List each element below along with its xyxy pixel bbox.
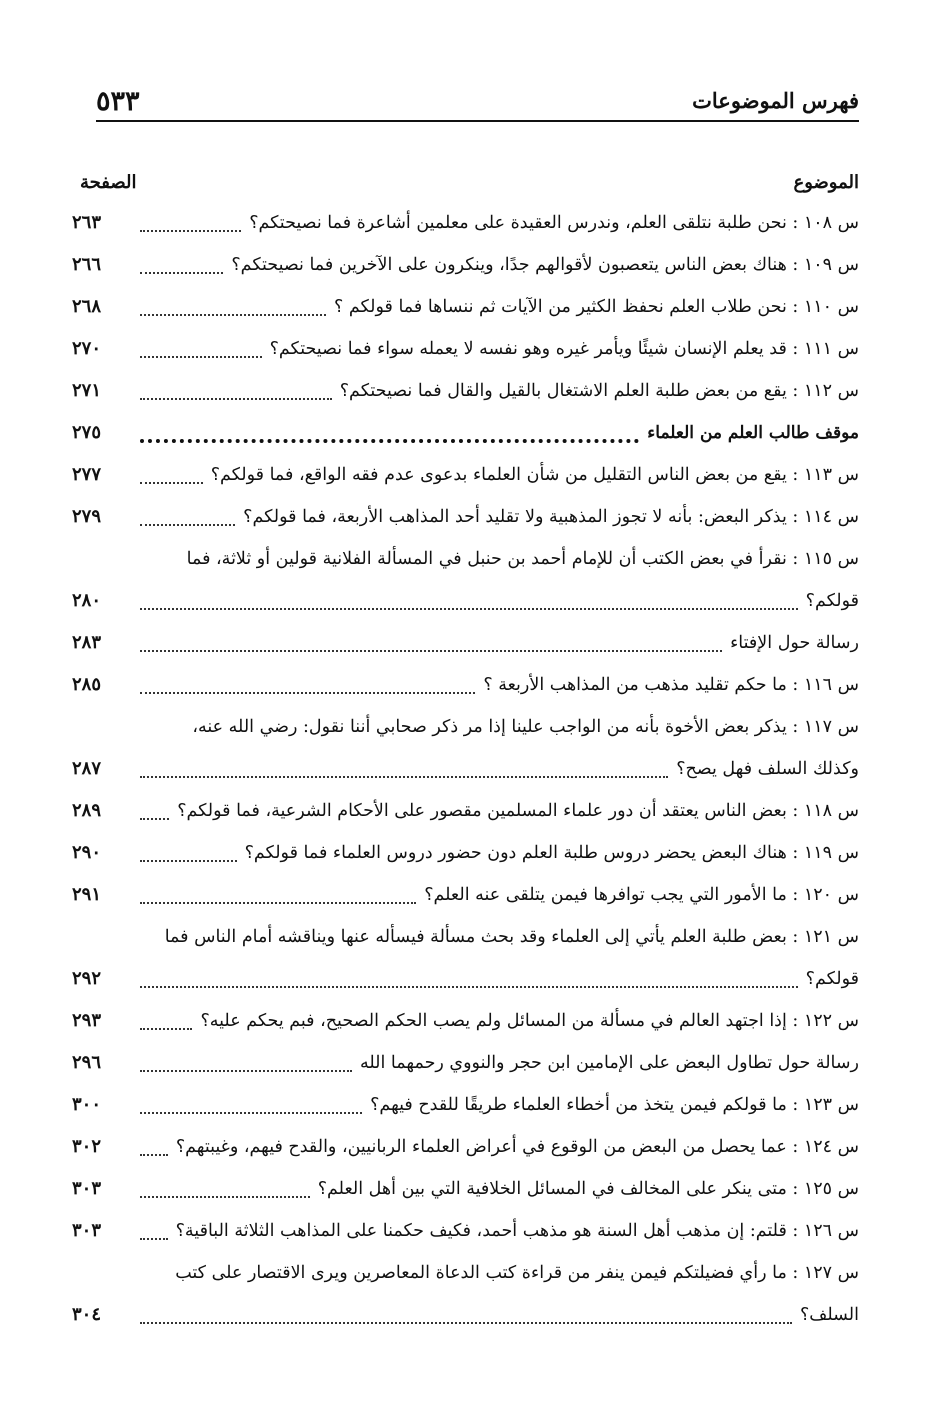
dot-leader (140, 482, 203, 484)
dot-leader (140, 860, 237, 862)
entry-page-number: ٢٨٩ (72, 800, 102, 821)
index-entry (72, 370, 859, 412)
dot-leader (140, 230, 241, 232)
dot-leader (140, 818, 169, 820)
dot-leader (140, 314, 326, 316)
entry-page-number: ٢٨٠ (72, 590, 102, 611)
dot-leader (140, 1238, 168, 1240)
entry-page-number: ٢٨٥ (72, 674, 102, 695)
dot-leader (140, 356, 262, 358)
index-entry (72, 916, 859, 958)
index-entry (72, 664, 859, 706)
entry-text: رسالة حول تطاول البعض على الإمامين ابن حجر والنووي رحمهما الله (360, 1053, 859, 1073)
entry-page-number: ٢٨٧ (72, 758, 102, 779)
dot-leader (140, 1112, 362, 1114)
entry-text: س ١٢٤ : عما يحصل من البعض من الوقوع في أعراض العلماء الربانيين، والقدح فيهم، وغيبتهم؟ (175, 1137, 859, 1157)
entry-page-number: ٣٠٤ (72, 1304, 102, 1325)
entry-text: س ١٢٧ : ما رأي فضيلتكم فيمن ينفر من قراءة كتب الدعاة المعاصرين ويرى الاقتصار على كتب (175, 1263, 859, 1283)
entry-page-number: ٢٦٦ (72, 254, 102, 275)
index-entry (72, 328, 859, 370)
entry-text: س ١١٧ : يذكر بعض الأخوة بأنه من الواجب علينا إذا مر ذكر صحابي أننا نقول: رضي الله عنه، (192, 717, 859, 737)
entry-page-number: ٢٧٥ (72, 422, 102, 443)
dot-leader (140, 1322, 792, 1324)
entry-text: س ١٢٥ : متى ينكر على المخالف في المسائل الخلافية التي بين أهل العلم؟ (317, 1179, 859, 1199)
index-entry (72, 1294, 859, 1336)
dot-leader (140, 439, 639, 443)
entry-text: س ١٠٨ : نحن طلبة نتلقى العلم، وندرس العقيدة على معلمين أشاعرة فما نصيحتكم؟ (249, 213, 859, 233)
index-entry (72, 874, 859, 916)
entry-page-number: ٢٦٣ (72, 212, 102, 233)
header-title: فهرس الموضوعات (692, 88, 859, 113)
entry-page-number: ٢٩٠ (72, 842, 102, 863)
entry-page-number: ٢٩٣ (72, 1010, 102, 1031)
index-entry (72, 538, 859, 580)
index-entry (72, 496, 859, 538)
entry-text: س ١٠٩ : هناك بعض الناس يتعصبون لأقوالهم جدًا، وينكرون على الآخرين فما نصيحتكم؟ (231, 255, 859, 275)
entry-text: س ١١٠ : نحن طلاب العلم نحفظ الكثير من الآيات ثم ننساها فما قولكم ؟ (333, 297, 859, 317)
dot-leader (140, 1196, 310, 1198)
entry-page-number: ٢٩٢ (72, 968, 102, 989)
entry-text: س ١١٦ : ما حكم تقليد مذهب من المذاهب الأربعة ؟ (483, 675, 859, 695)
column-header-page: الصفحة (80, 172, 137, 193)
entry-page-number: ٢٧٩ (72, 506, 102, 527)
dot-leader (140, 902, 416, 904)
entry-text: س ١٢١ : بعض طلبة العلم يأتي إلى العلماء وقد بحث مسألة فيسأله عنها ويناقشه أمام الناس فما (164, 927, 859, 947)
index-entry (72, 1084, 859, 1126)
dot-leader (140, 650, 722, 652)
entry-page-number: ٢٨٣ (72, 632, 102, 653)
entry-page-number: ٣٠٣ (72, 1178, 102, 1199)
entry-page-number: ٢٧١ (72, 380, 102, 401)
entry-text: س ١١٤ : يذكر البعض: بأنه لا تجوز المذهبية ولا تقليد أحد المذاهب الأربعة، فما قولكم؟ (243, 507, 859, 527)
index-entry (72, 244, 859, 286)
dot-leader (140, 986, 798, 988)
entry-page-number: ٣٠٢ (72, 1136, 102, 1157)
entry-page-number: ٢٩١ (72, 884, 102, 905)
entry-text: س ١١١ : قد يعلم الإنسان شيئًا ويأمر غيره وهو نفسه لا يعمله سواء فما نصيحتكم؟ (269, 339, 859, 359)
entry-page-number: ٣٠٣ (72, 1220, 102, 1241)
entry-text: س ١٢٦ : قلتم: إن مذهب أهل السنة هو مذهب أحمد، فكيف حكمنا على المذاهب الثلاثة الباقية؟ (175, 1221, 859, 1241)
section-heading (72, 412, 859, 454)
index-entry (72, 790, 859, 832)
index-entry (72, 286, 859, 328)
index-entry (72, 1126, 859, 1168)
index-entry (72, 832, 859, 874)
entry-text: س ١١٨ : بعض الناس يعتقد أن دور علماء المسلمين مقصور على الأحكام الشرعية، فما قولكم؟ (177, 801, 859, 821)
entry-text: س ١٢٢ : إذا اجتهد العالم في مسألة من المسائل ولم يصب الحكم الصحيح، فبم يحكم عليه؟ (200, 1011, 859, 1031)
entry-text: س ١١٥ : نقرأ في بعض الكتب أن للإمام أحمد بن حنبل في المسألة الفلانية قولين أو ثلاثة، فما (186, 549, 859, 569)
index-entry (72, 958, 859, 1000)
index-entry (72, 706, 859, 748)
index-entry (72, 1210, 859, 1252)
index-entry (72, 748, 859, 790)
index-entry (72, 1252, 859, 1294)
dot-leader (140, 608, 798, 610)
entry-text: س ١٢٣ : ما قولكم فيمن يتخذ من أخطاء العلماء طريقًا للقدح فيهم؟ (370, 1095, 859, 1115)
entry-text: رسالة حول الإفتاء (730, 633, 859, 653)
entry-text: السلف؟ (799, 1305, 859, 1325)
index-entry (72, 580, 859, 622)
page-header (96, 86, 859, 122)
dot-leader (140, 1070, 352, 1072)
dot-leader (140, 524, 235, 526)
column-header-subject: الموضوع (793, 172, 859, 193)
page-number: ٥٣٣ (96, 86, 140, 117)
index-entry (72, 1000, 859, 1042)
entry-text: قولكم؟ (805, 591, 859, 611)
dot-leader (140, 776, 668, 778)
index-entries (72, 202, 859, 1336)
entry-page-number: ٢٧٧ (72, 464, 102, 485)
entry-page-number: ٢٧٠ (72, 338, 102, 359)
entry-page-number: ٢٩٦ (72, 1052, 102, 1073)
dot-leader (140, 1028, 192, 1030)
index-entry (72, 454, 859, 496)
dot-leader (140, 272, 223, 274)
entry-text: س ١١٩ : هناك البعض يحضر دروس طلبة العلم دون حضور دروس العلماء فما قولكم؟ (244, 843, 859, 863)
dot-leader (140, 692, 475, 694)
column-headers (80, 172, 859, 202)
index-entry (72, 622, 859, 664)
dot-leader (140, 398, 332, 400)
entry-text: موقف طالب العلم من العلماء (647, 423, 859, 443)
index-entry (72, 1042, 859, 1084)
entry-text: س ١١٢ : يقع من بعض طلبة العلم الاشتغال بالقيل والقال فما نصيحتكم؟ (339, 381, 859, 401)
entry-page-number: ٣٠٠ (72, 1094, 102, 1115)
dot-leader (140, 1154, 168, 1156)
index-entry (72, 202, 859, 244)
entry-text: قولكم؟ (805, 969, 859, 989)
entry-text: س ١١٣ : يقع من بعض الناس التقليل من شأن العلماء بدعوى عدم فقه الواقع، فما قولكم؟ (210, 465, 859, 485)
entry-text: وكذلك السلف فهل يصح؟ (676, 759, 859, 779)
entry-page-number: ٢٦٨ (72, 296, 102, 317)
entry-text: س ١٢٠ : ما الأمور التي يجب توافرها فيمن يتلقى عنه العلم؟ (424, 885, 859, 905)
index-entry (72, 1168, 859, 1210)
